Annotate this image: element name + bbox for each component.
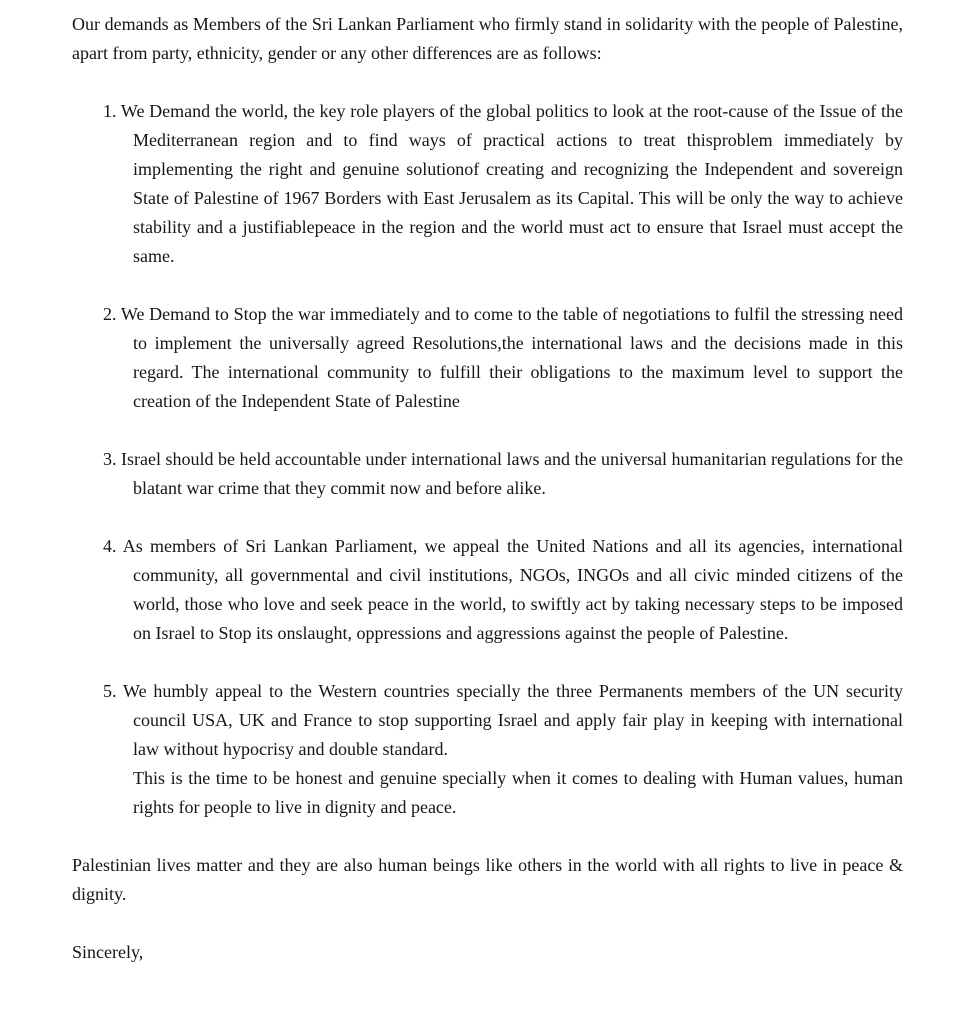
closing-paragraph: Palestinian lives matter and they are also human beings like others in the world with all rights to live in peace & dignity. [72, 855, 903, 904]
item-number: 4. [103, 536, 117, 556]
list-item-text [103, 532, 903, 648]
list-item-2 [72, 300, 903, 416]
list-item-1 [72, 97, 903, 271]
item-number: 3. [103, 449, 117, 469]
item-text: We Demand the world, the key role players of the global politics to look at the root-cause of the Issue of the Mediterranean region and to find ways of practical actions to treat thisproblem immediately by implementing the right and genuine solutionof creating and recognizing the Independent and sovereign State of Palestine of 1967 Borders with East Jerusalem as its Capital. This will be only the way to achieve stability and a justifiablepeace in the region and the world must act to ensure that Israel must accept the same. [120, 101, 903, 266]
list-item-text [103, 97, 903, 271]
demand-list [72, 97, 903, 822]
item-text: We humbly appeal to the Western countries specially the three Permanents members of the UN security council USA, UK and France to stop supporting Israel and apply fair play in keeping with international law without hypocrisy and double standard. [123, 681, 903, 759]
list-item-5 [72, 677, 903, 822]
item-number: 2. [103, 304, 117, 324]
item-text: As members of Sri Lankan Parliament, we appeal the United Nations and all its agencies, international community, all governmental and civil institutions, NGOs, INGOs and all civic minded citizens of the world, those who love and seek peace in the world, to swiftly act by taking necessary steps to be imposed on Israel to Stop its onslaught, oppressions and aggressions against the people of Palestine. [122, 536, 903, 643]
item-number: 5. [103, 681, 117, 701]
list-item-extra-paragraph: This is the time to be honest and genuine specially when it comes to dealing with Human values, human rights for people to live in dignity and peace. [133, 768, 903, 817]
item-number: 1. [103, 101, 117, 121]
list-item-text [103, 445, 904, 503]
list-item-4 [72, 532, 903, 648]
item-text: We Demand to Stop the war immediately and to come to the table of negotiations to fulfil the stressing need to implement the universally agreed Resolutions,the international laws and the decisions made in this regard. The international community to fulfill their obligations to the maximum level to support the creation of the Independent State of Palestine [120, 304, 903, 411]
item-text: Israel should be held accountable under international laws and the universal humanitarian regulations for the blatant war crime that they commit now and before alike. [121, 449, 904, 498]
list-item-text [103, 677, 903, 764]
signoff: Sincerely, [72, 942, 144, 962]
list-item-3 [72, 445, 903, 503]
intro-paragraph: Our demands as Members of the Sri Lankan Parliament who firmly stand in solidarity with the people of Palestine, apart from party, ethnicity, gender or any other differences are as follows: [72, 14, 903, 63]
list-item-text [103, 300, 903, 416]
